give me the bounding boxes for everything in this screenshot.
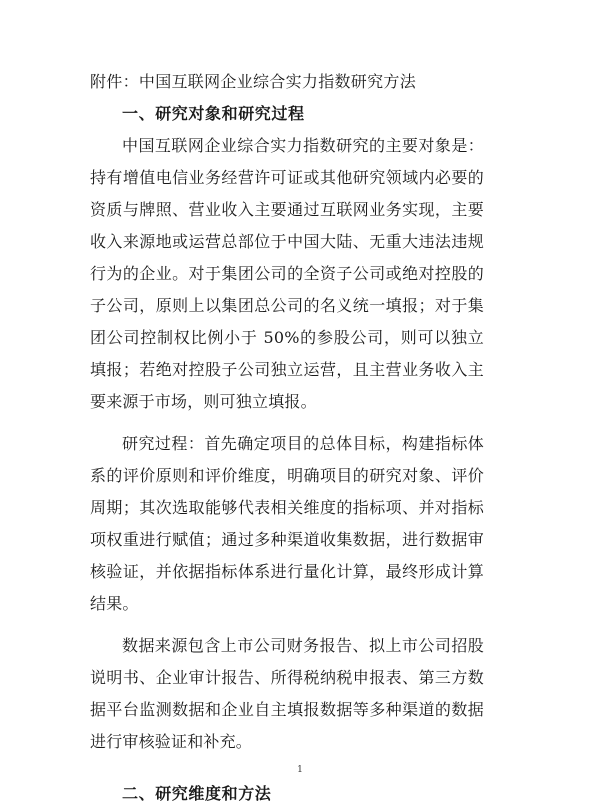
paragraph-research-object: 中国互联网企业综合实力指数研究的主要对象是：持有增值电信业务经营许可证或其他研究领域内必要的资质与牌照、营业收入主要通过互联网业务实现，主要收入来源地或运营总部位于中国大陆、无重大违法违规行为的企业。对于集团公司的全资子公司或绝对控股的子公司，原则上以集团总公司的名义统一填报；对于集团公司控制权比例小于 50%的参股公司，则可以独立填报；若绝对控股子公司独立运营，且主营业务收入主要来源于市场，则可独立填报。 bbox=[90, 136, 484, 411]
section-heading-research-dimensions: 二、研究维度和方法 bbox=[122, 784, 272, 803]
section-heading-research-object: 一、研究对象和研究过程 bbox=[122, 104, 305, 123]
attachment-title: 附件：中国互联网企业综合实力指数研究方法 bbox=[90, 72, 417, 91]
paragraph-research-process: 研究过程：首先确定项目的总体目标，构建指标体系的评价原则和评价维度，明确项目的研究对象、评价周期；其次选取能够代表相关维度的指标项、并对指标项权重进行赋值；通过多种渠道收集数据，进行数据审核验证，并依据指标体系进行量化计算，最终形成计算结果。 bbox=[90, 434, 484, 613]
paragraph-data-sources: 数据来源包含上市公司财务报告、拟上市公司招股说明书、企业审计报告、所得税纳税申报表、第三方数据平台监测数据和企业自主填报数据等多种渠道的数据进行审核验证和补充。 bbox=[90, 636, 484, 751]
page-content bbox=[90, 66, 484, 810]
page-number: 1 bbox=[297, 765, 303, 775]
